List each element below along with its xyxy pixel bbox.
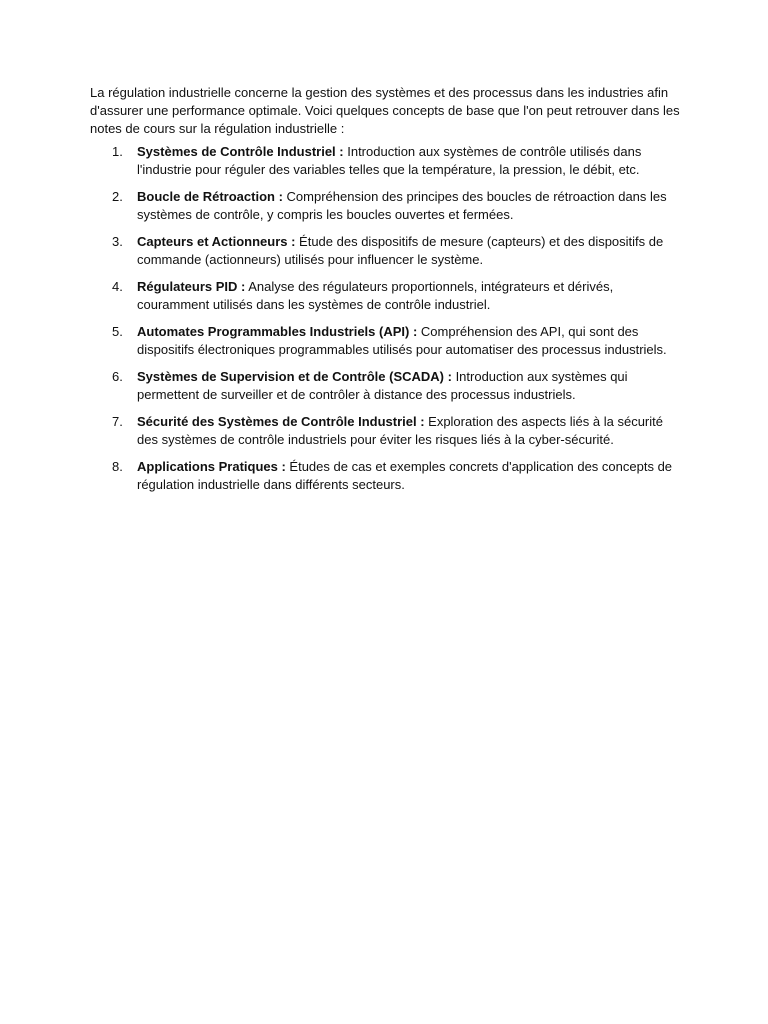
item-number: 2.	[112, 189, 123, 204]
list-item	[90, 368, 680, 404]
item-term: Boucle de Rétroaction :	[137, 189, 283, 204]
list-item	[90, 233, 680, 269]
item-text: Analyse des régulateurs proportionnels, intégrateurs et dérivés, couramment utilisés dans les systèmes de contrôle industriel.	[137, 279, 614, 312]
item-term: Systèmes de Supervision et de Contrôle (SCADA) :	[137, 369, 452, 384]
item-number: 5.	[112, 324, 123, 339]
item-text: Études de cas et exemples concrets d'application des concepts de régulation industrielle dans différents secteurs.	[137, 459, 673, 492]
item-term: Sécurité des Systèmes de Contrôle Industriel :	[137, 414, 425, 429]
concepts-list	[90, 143, 680, 494]
item-term: Automates Programmables Industriels (API) :	[137, 324, 418, 339]
list-item	[90, 323, 680, 359]
list-item	[90, 188, 680, 224]
item-term: Systèmes de Contrôle Industriel :	[137, 144, 344, 159]
item-number: 4.	[112, 279, 123, 294]
item-text: Compréhension des API, qui sont des dispositifs électroniques programmables utilisés pour automatiser des processus industriels.	[137, 324, 667, 357]
item-number: 3.	[112, 234, 123, 249]
item-text: Étude des dispositifs de mesure (capteurs) et des dispositifs de commande (actionneurs) utilisés pour influencer le système.	[137, 234, 664, 267]
list-item	[90, 458, 680, 494]
document-page	[90, 84, 680, 503]
item-term: Applications Pratiques :	[137, 459, 286, 474]
list-item	[90, 413, 680, 449]
item-text: Introduction aux systèmes qui permettent de surveiller et de contrôler à distance des processus industriels.	[137, 369, 628, 402]
list-item	[90, 143, 680, 179]
item-number: 8.	[112, 459, 123, 474]
intro-paragraph: La régulation industrielle concerne la gestion des systèmes et des processus dans les industries afin d'assurer une performance optimale. Voici quelques concepts de base que l'on peut retrouver dans les notes de cours sur la régulation industrielle :	[90, 85, 680, 136]
item-number: 7.	[112, 414, 123, 429]
item-term: Régulateurs PID :	[137, 279, 246, 294]
list-item	[90, 278, 680, 314]
item-number: 6.	[112, 369, 123, 384]
item-number: 1.	[112, 144, 123, 159]
item-term: Capteurs et Actionneurs :	[137, 234, 296, 249]
item-text: Introduction aux systèmes de contrôle utilisés dans l'industrie pour réguler des variables telles que la température, la pression, le débit, etc.	[137, 144, 642, 177]
item-text: Compréhension des principes des boucles de rétroaction dans les systèmes de contrôle, y compris les boucles ouvertes et fermées.	[137, 189, 667, 222]
item-text: Exploration des aspects liés à la sécurité des systèmes de contrôle industriels pour éviter les risques liés à la cyber-sécurité.	[137, 414, 663, 447]
